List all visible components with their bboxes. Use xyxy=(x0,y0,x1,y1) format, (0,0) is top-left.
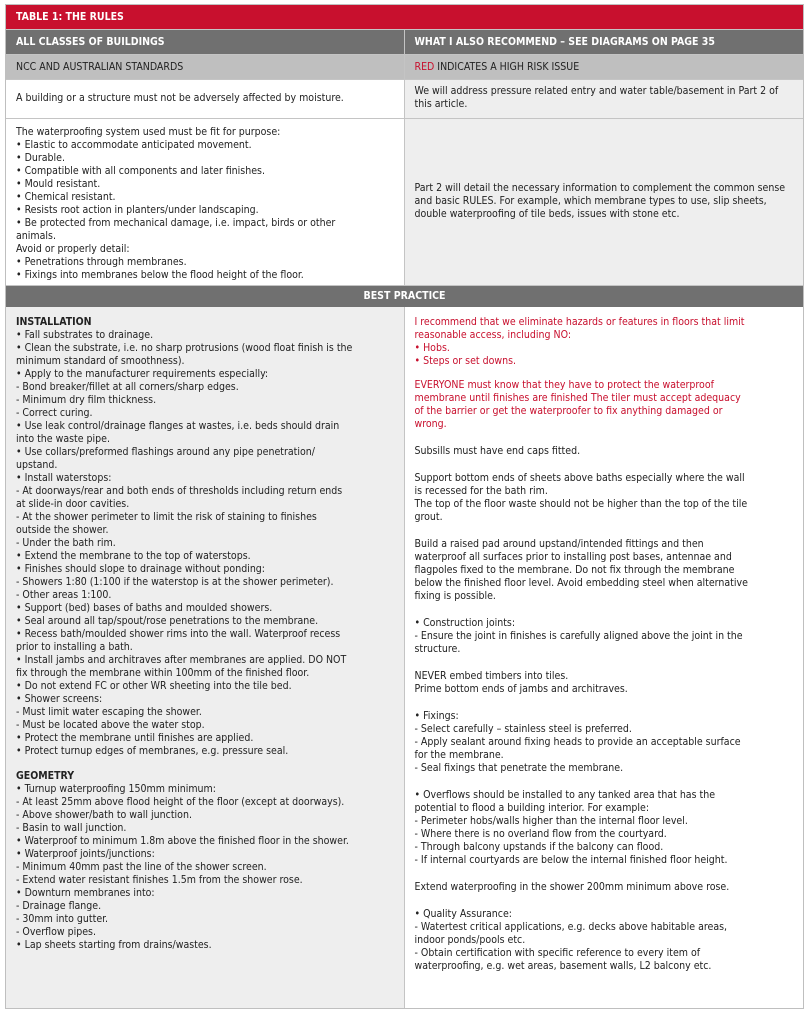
list-item: - At the shower perimeter to limit the risk of staining to finishes xyxy=(16,511,317,523)
installation-heading: INSTALLATION xyxy=(16,316,92,328)
list-item: • Seal around all tap/spout/rose penetrations to the membrane. xyxy=(16,615,319,627)
list-item: The waterproofing system used must be fit for purpose: xyxy=(16,126,281,138)
subheader-right xyxy=(405,55,804,79)
list-item: - Extend water resistant finishes 1.5m from the shower rose. xyxy=(16,874,303,886)
list-item: - Other areas 1:100. xyxy=(16,589,112,601)
text-line: The top of the floor waste should not be higher than the top of the tile xyxy=(414,498,748,510)
text-line: indoor ponds/pools etc. xyxy=(414,934,526,946)
list-item: • Penetrations through membranes. xyxy=(16,256,187,268)
list-item: • Chemical resistant. xyxy=(16,191,116,203)
text-line: - Select carefully – stainless steel is preferred. xyxy=(414,723,632,735)
recommend-hazards-paragraph xyxy=(415,316,794,368)
list-item: - Minimum 40mm past the line of the shower screen. xyxy=(16,861,267,873)
text-line: is recessed for the bath rim. xyxy=(414,485,548,497)
list-item: - Under the bath rim. xyxy=(16,537,116,549)
list-item: outside the shower. xyxy=(16,524,109,536)
header-right: WHAT I ALSO RECOMMEND – SEE DIAGRAMS ON PAGE 35 xyxy=(405,30,804,54)
list-item: Avoid or properly detail: xyxy=(16,243,130,255)
recommend-protect-membrane-paragraph xyxy=(415,379,794,431)
list-item: - Correct curing. xyxy=(16,407,93,419)
list-item: • Use leak control/drainage flanges at wastes, i.e. beds should drain xyxy=(16,420,340,432)
recommend-pressure-text: We will address pressure related entry and water table/basement in Part 2 of this article. xyxy=(405,80,804,118)
rule-moisture-text: A building or a structure must not be adversely affected by moisture. xyxy=(6,80,405,118)
list-item: • Protect turnup edges of membranes, e.g. pressure seal. xyxy=(16,745,289,757)
text-line: - Ensure the joint in finishes is carefully aligned above the joint in the xyxy=(414,630,743,642)
geometry-list xyxy=(16,783,394,952)
text-line: membrane until finishes are finished The tiler must accept adequacy xyxy=(414,392,741,404)
text-line: reasonable access, including NO: xyxy=(414,329,572,341)
recommend-fixings-paragraph xyxy=(415,710,794,775)
list-item: • Waterproof to minimum 1.8m above the finished floor in the shower. xyxy=(16,835,349,847)
list-item: • Install waterstops: xyxy=(16,472,112,484)
text-line: Support bottom ends of sheets above baths especially where the wall xyxy=(414,472,745,484)
text-line: • Steps or set downs. xyxy=(414,355,517,367)
text-line: • Fixings: xyxy=(414,710,459,722)
text-line: - Obtain certification with specific reference to every item of xyxy=(414,947,701,959)
list-item: • Compatible with all components and later finishes. xyxy=(16,165,265,177)
list-item: - Overflow pipes. xyxy=(16,926,96,938)
list-item: • Use collars/preformed flashings around any pipe penetration/ xyxy=(16,446,315,458)
list-item: - 30mm into gutter. xyxy=(16,913,109,925)
text-line: waterproof all surfaces prior to installing post bases, antennae and xyxy=(414,551,732,563)
best-practice-title: BEST PRACTICE xyxy=(6,285,803,307)
installation-list xyxy=(16,329,394,758)
rules-table xyxy=(5,4,804,1009)
subheader-left: NCC AND AUSTRALIAN STANDARDS xyxy=(6,55,405,79)
red-label: RED xyxy=(414,61,435,73)
list-item: • Install jambs and architraves after membranes are applied. DO NOT xyxy=(16,654,347,666)
list-item: - Above shower/bath to wall junction. xyxy=(16,809,192,821)
text-line: waterproofing, e.g. wet areas, basement walls, L2 balcony etc. xyxy=(414,960,712,972)
list-item: fix through the membrane within 100mm of the finished floor. xyxy=(16,667,310,679)
list-item: - At least 25mm above flood height of the floor (except at doorways). xyxy=(16,796,345,808)
high-risk-label: INDICATES A HIGH RISK ISSUE xyxy=(434,61,580,73)
table-title: TABLE 1: THE RULES xyxy=(6,5,803,29)
text-line: I recommend that we eliminate hazards or features in floors that limit xyxy=(414,316,745,328)
list-item: • Finishes should slope to drainage without ponding: xyxy=(16,563,265,575)
part2-paragraph: Part 2 will detail the necessary information to complement the common sense and basic RULES. For example, which membrane types to use, slip sheets, double waterproofing of tile beds, issues with stone etc. xyxy=(414,181,786,220)
best-practice-left xyxy=(6,307,405,1008)
list-item: - At doorways/rear and both ends of thresholds including return ends xyxy=(16,485,343,497)
text-line: Prime bottom ends of jambs and architraves. xyxy=(414,683,628,695)
list-item: • Mould resistant. xyxy=(16,178,101,190)
subheader-row xyxy=(6,54,803,79)
list-item: - Drainage flange. xyxy=(16,900,102,912)
text-line: Build a raised pad around upstand/intended fittings and then xyxy=(414,538,704,550)
list-item: • Waterproof joints/junctions: xyxy=(16,848,155,860)
list-item: • Downturn membranes into: xyxy=(16,887,155,899)
list-item: animals. xyxy=(16,230,56,242)
text-line: NEVER embed timbers into tiles. xyxy=(414,670,569,682)
text-line: structure. xyxy=(414,643,461,655)
list-item: • Be protected from mechanical damage, i.e. impact, birds or other xyxy=(16,217,336,229)
list-item: • Elastic to accommodate anticipated movement. xyxy=(16,139,252,151)
list-item: • Do not extend FC or other WR sheeting into the tile bed. xyxy=(16,680,292,692)
list-item: at slide-in door cavities. xyxy=(16,498,130,510)
rule-row-moisture xyxy=(6,79,803,118)
text-line: wrong. xyxy=(414,418,447,430)
list-item: - Must be located above the water stop. xyxy=(16,719,205,731)
geometry-heading: GEOMETRY xyxy=(16,770,75,782)
list-item: - Must limit water escaping the shower. xyxy=(16,706,202,718)
recommend-overflows-paragraph xyxy=(415,789,794,867)
list-item: • Shower screens: xyxy=(16,693,103,705)
best-practice-row xyxy=(6,307,803,1008)
list-item: - Showers 1:80 (1:100 if the waterstop is at the shower perimeter). xyxy=(16,576,334,588)
list-item: - Basin to wall junction. xyxy=(16,822,127,834)
recommend-timbers-paragraph xyxy=(415,670,794,696)
recommend-construction-joints-paragraph xyxy=(415,617,794,656)
text-line: below the finished floor level. Avoid embedding steel when alternative xyxy=(414,577,748,589)
list-item: minimum standard of smoothness). xyxy=(16,355,185,367)
list-item: • Recess bath/moulded shower rims into the wall. Waterproof recess xyxy=(16,628,341,640)
text-line: of the barrier or get the waterproofer to fix anything damaged or xyxy=(414,405,723,417)
text-line: for the membrane. xyxy=(414,749,504,761)
list-item: • Fixings into membranes below the flood height of the floor. xyxy=(16,269,304,281)
recommend-shower-waterproofing-paragraph xyxy=(415,881,794,894)
text-line: • Construction joints: xyxy=(414,617,516,629)
fit-for-purpose-list xyxy=(16,126,394,282)
text-line: - Seal fixings that penetrate the membrane. xyxy=(414,762,624,774)
text-line: - Where there is no overland flow from the courtyard. xyxy=(414,828,667,840)
list-item: • Fall substrates to drainage. xyxy=(16,329,154,341)
list-item: • Turnup waterproofing 150mm minimum: xyxy=(16,783,216,795)
text-line: Extend waterproofing in the shower 200mm minimum above rose. xyxy=(414,881,730,893)
recommend-quality-assurance-paragraph xyxy=(415,908,794,973)
list-item: prior to installing a bath. xyxy=(16,641,133,653)
text-line: EVERYONE must know that they have to protect the waterproof xyxy=(414,379,714,391)
recommend-subsills-paragraph xyxy=(415,445,794,458)
rule-fit-for-purpose xyxy=(6,119,405,285)
list-item: • Extend the membrane to the top of waterstops. xyxy=(16,550,251,562)
text-line: - Through balcony upstands if the balcony can flood. xyxy=(414,841,664,853)
list-item: • Lap sheets starting from drains/wastes. xyxy=(16,939,212,951)
list-item: • Resists root action in planters/under landscaping. xyxy=(16,204,259,216)
text-line: - If internal courtyards are below the internal finished floor height. xyxy=(414,854,728,866)
text-line: • Hobs. xyxy=(414,342,450,354)
header-left: ALL CLASSES OF BUILDINGS xyxy=(6,30,405,54)
list-item: into the waste pipe. xyxy=(16,433,110,445)
text-line: fixing is possible. xyxy=(414,590,496,602)
list-item: • Support (bed) bases of baths and moulded showers. xyxy=(16,602,273,614)
recommend-part2-text xyxy=(405,119,804,285)
text-line: flagpoles fixed to the membrane. Do not fix through the membrane xyxy=(414,564,735,576)
list-item: • Durable. xyxy=(16,152,65,164)
text-line: grout. xyxy=(414,511,443,523)
text-line: - Apply sealant around fixing heads to provide an acceptable surface xyxy=(414,736,741,748)
text-line: • Overflows should be installed to any tanked area that has the xyxy=(414,789,716,801)
text-line: • Quality Assurance: xyxy=(414,908,512,920)
list-item: • Clean the substrate, i.e. no sharp protrusions (wood float finish is the xyxy=(16,342,353,354)
list-item: • Apply to the manufacturer requirements especially: xyxy=(16,368,269,380)
recommend-raised-pad-paragraph xyxy=(415,538,794,603)
recommend-bath-sheets-paragraph xyxy=(415,472,794,524)
text-line: - Watertest critical applications, e.g. decks above habitable areas, xyxy=(414,921,728,933)
list-item: upstand. xyxy=(16,459,58,471)
list-item: • Protect the membrane until finishes are applied. xyxy=(16,732,254,744)
rule-row-fit-for-purpose xyxy=(6,118,803,285)
best-practice-right xyxy=(405,307,804,1008)
list-item: - Minimum dry film thickness. xyxy=(16,394,157,406)
header-row xyxy=(6,29,803,54)
text-line: - Perimeter hobs/walls higher than the internal floor level. xyxy=(414,815,688,827)
list-item: - Bond breaker/fillet at all corners/sharp edges. xyxy=(16,381,239,393)
text-line: potential to flood a building interior. For example: xyxy=(414,802,650,814)
text-line: Subsills must have end caps fitted. xyxy=(414,445,581,457)
